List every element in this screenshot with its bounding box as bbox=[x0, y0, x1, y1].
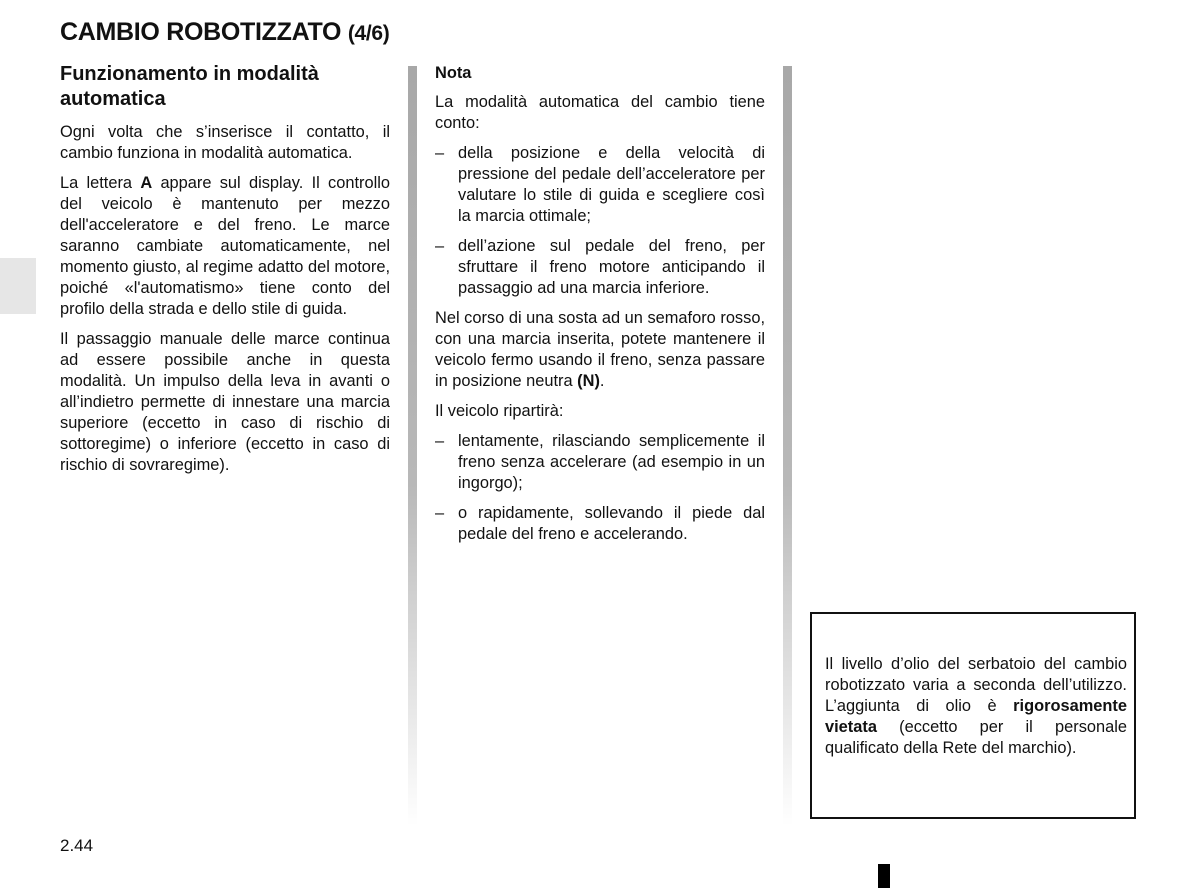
paragraph-contact: Ogni volta che s’inserisce il contatto, il cambio funziona in modalità automatica. bbox=[60, 123, 390, 162]
note-traffic-light-text-c: . bbox=[599, 372, 605, 390]
list-item bbox=[435, 236, 765, 299]
section-heading-line2: automatica bbox=[60, 88, 166, 110]
list-item-text: o rapidamente, sollevando il piede dal pedale del freno e accelerando. bbox=[458, 504, 765, 543]
title-part-indicator: (4/6) bbox=[347, 22, 390, 45]
dash-mark: – bbox=[435, 237, 445, 255]
note-intro: La modalità automatica del cambio tiene conto: bbox=[435, 93, 765, 132]
dash-mark: – bbox=[435, 504, 445, 522]
list-item bbox=[435, 143, 765, 227]
paragraph-display-letter-c: appare sul display. Il controllo del veicolo è mantenuto per mezzo dell'acceleratore e del freno. Le marce saranno cambiate automaticamente, nel momento giusto, al regime adatto del motore, poiché «l'automatismo» tiene conto del profilo della strada e dello stile di guida. bbox=[60, 174, 390, 318]
list-item bbox=[435, 431, 765, 494]
warning-box bbox=[810, 612, 1136, 819]
list-item bbox=[435, 503, 765, 545]
note-list-1 bbox=[435, 143, 765, 299]
section-side-tab bbox=[0, 258, 36, 314]
column-divider-right bbox=[783, 66, 792, 826]
neutral-indicator: (N) bbox=[577, 372, 600, 390]
warning-text bbox=[825, 654, 1127, 759]
paragraph-display-letter bbox=[60, 173, 390, 320]
note-traffic-light-text-a: Nel corso di una sosta ad un semaforo rosso, con una marcia inserita, potete mantenere il veicolo fermo usando il freno, senza passare in posizione neutra bbox=[435, 309, 765, 390]
dash-mark: – bbox=[435, 144, 445, 162]
page-title bbox=[60, 18, 390, 47]
section-heading bbox=[60, 62, 390, 112]
note-traffic-light-paragraph bbox=[435, 308, 765, 392]
warning-text-c: (eccetto per il personale qualificato della Rete del marchio). bbox=[825, 718, 1127, 757]
column-divider-left bbox=[408, 66, 417, 826]
list-item-text: della posizione e della velocità di pressione del pedale dell’acceleratore per valutare lo stile di guida e scegliere così la marcia ottimale; bbox=[458, 144, 765, 225]
note-list-2 bbox=[435, 431, 765, 545]
warning-text-a: Il livello d’olio del serbatoio del cambio robotizzato varia a seconda dell’utilizzo. L’aggiunta di olio è bbox=[825, 655, 1127, 715]
warning-emphasis: rigorosamente vietata bbox=[825, 697, 1127, 736]
paragraph-manual-shift: Il passaggio manuale delle marce continua ad essere possibile anche in questa modalità. Un impulso della leva in avanti o all’indietro permette di innestare una marcia superiore (eccetto in caso di rischio di sottoregime) o inferiore (eccetto in caso di rischio di sovraregime). bbox=[60, 330, 390, 474]
title-text: CAMBIO ROBOTIZZATO bbox=[60, 18, 342, 46]
dash-mark: – bbox=[435, 432, 445, 450]
list-item-text: dell’azione sul pedale del freno, per sfruttare il freno motore anticipando il passaggio ad una marcia inferiore. bbox=[458, 237, 765, 297]
left-column bbox=[60, 62, 390, 485]
note-column bbox=[435, 63, 765, 554]
list-item-text: lentamente, rilasciando semplicemente il freno senza accelerare (ad esempio in un ingorgo); bbox=[458, 432, 765, 492]
note-restart-paragraph: Il veicolo ripartirà: bbox=[435, 402, 564, 420]
page-number: 2.44 bbox=[60, 836, 94, 855]
section-heading-line1: Funzionamento in modalità bbox=[60, 63, 319, 85]
page-edge-marker bbox=[878, 864, 890, 888]
paragraph-display-letter-a: La lettera bbox=[60, 174, 141, 192]
display-letter: A bbox=[140, 174, 153, 192]
note-title: Nota bbox=[435, 64, 472, 82]
